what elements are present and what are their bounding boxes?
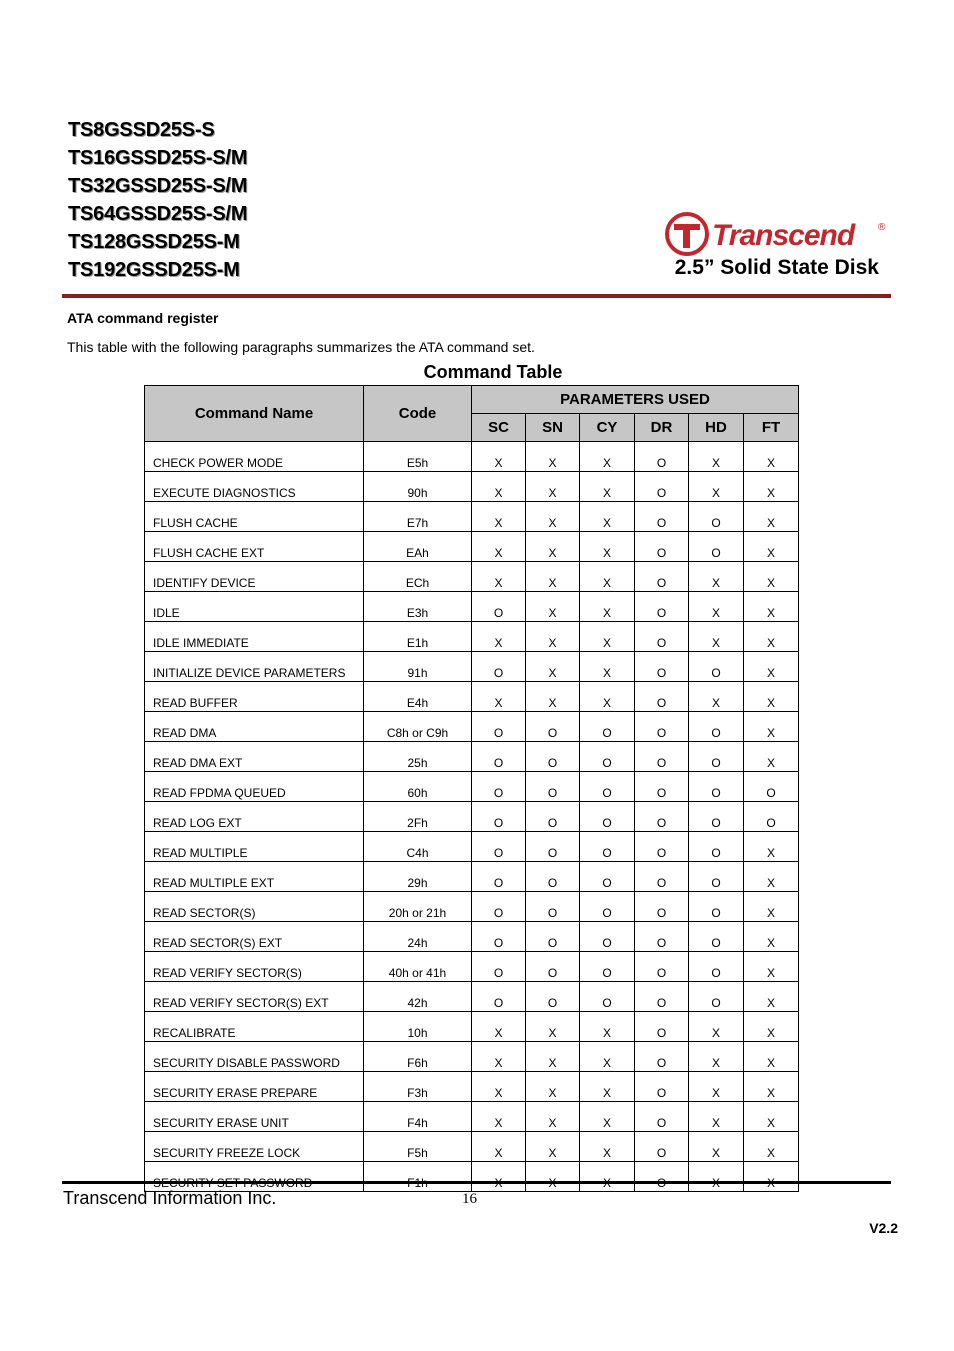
- table-row: [145, 712, 799, 742]
- param-cell: O: [526, 802, 580, 832]
- param-cell: O: [472, 742, 526, 772]
- header-param: FT: [744, 414, 799, 442]
- command-name-cell: FLUSH CACHE EXT: [145, 532, 364, 562]
- logo-mark-icon: [667, 214, 707, 254]
- code-cell: E5h: [364, 442, 472, 472]
- model-name: TS16GSSD25S-S/M: [68, 147, 248, 169]
- code-cell: [364, 1162, 472, 1192]
- command-name-cell: CHECK POWER MODE: [145, 442, 364, 472]
- param-cell: X: [526, 502, 580, 532]
- document-version: V2.2: [869, 1220, 898, 1236]
- model-name: TS8GSSD25S-S: [68, 119, 215, 141]
- param-cell: O: [635, 1042, 689, 1072]
- command-name-cell: READ MULTIPLE EXT: [145, 862, 364, 892]
- table-row: [145, 682, 799, 712]
- command-name-cell: READ SECTOR(S): [145, 892, 364, 922]
- code-cell: 90h: [364, 472, 472, 502]
- code-cell: E3h: [364, 592, 472, 622]
- param-cell: O: [526, 922, 580, 952]
- param-cell: X: [744, 1072, 799, 1102]
- param-cell: O: [635, 862, 689, 892]
- param-cell: X: [526, 472, 580, 502]
- param-cell: O: [689, 742, 744, 772]
- code-cell: 24h: [364, 922, 472, 952]
- param-cell: O: [635, 1072, 689, 1102]
- param-cell: X: [744, 892, 799, 922]
- command-name-cell: RECALIBRATE: [145, 1012, 364, 1042]
- table-row: [145, 502, 799, 532]
- code-cell: C8h or C9h: [364, 712, 472, 742]
- param-cell: X: [744, 502, 799, 532]
- param-cell: O: [689, 982, 744, 1012]
- footer-divider: [62, 1181, 891, 1184]
- param-cell: O: [472, 952, 526, 982]
- param-cell: X: [689, 562, 744, 592]
- param-cell: O: [635, 532, 689, 562]
- param-cell: O: [635, 472, 689, 502]
- code-cell: E4h: [364, 682, 472, 712]
- command-name-cell: READ BUFFER: [145, 682, 364, 712]
- param-cell: X: [744, 562, 799, 592]
- param-cell: O: [689, 832, 744, 862]
- table-row: [145, 1132, 799, 1162]
- param-cell: X: [580, 682, 635, 712]
- command-name-cell: FLUSH CACHE: [145, 502, 364, 532]
- table-row: [145, 1162, 799, 1192]
- param-cell: O: [580, 712, 635, 742]
- param-cell: X: [580, 1012, 635, 1042]
- table-row: [145, 1102, 799, 1132]
- param-cell: X: [744, 652, 799, 682]
- param-cell: X: [580, 502, 635, 532]
- param-cell: [689, 1162, 744, 1192]
- table-row: [145, 1072, 799, 1102]
- code-cell: E7h: [364, 502, 472, 532]
- param-cell: X: [472, 622, 526, 652]
- param-cell: X: [580, 622, 635, 652]
- table-row: [145, 832, 799, 862]
- param-cell: O: [472, 712, 526, 742]
- param-cell: X: [472, 502, 526, 532]
- section-title: ATA command register: [67, 310, 219, 326]
- param-cell: X: [526, 1012, 580, 1042]
- code-cell: F4h: [364, 1102, 472, 1132]
- param-cell: [635, 1162, 689, 1192]
- model-list: [68, 116, 247, 284]
- command-name-cell: EXECUTE DIAGNOSTICS: [145, 472, 364, 502]
- header-command-name: Command Name: [145, 386, 364, 442]
- command-name-cell: IDLE: [145, 592, 364, 622]
- brand-wordmark: Transcend: [712, 219, 855, 252]
- param-cell: O: [526, 892, 580, 922]
- param-cell: O: [689, 532, 744, 562]
- param-cell: O: [526, 712, 580, 742]
- param-cell: X: [526, 1102, 580, 1132]
- param-cell: X: [689, 1102, 744, 1132]
- param-cell: O: [635, 622, 689, 652]
- param-cell: O: [580, 772, 635, 802]
- command-name-cell: IDENTIFY DEVICE: [145, 562, 364, 592]
- param-cell: X: [580, 442, 635, 472]
- param-cell: O: [635, 712, 689, 742]
- param-cell: O: [635, 1132, 689, 1162]
- param-cell: X: [744, 952, 799, 982]
- code-cell: F3h: [364, 1072, 472, 1102]
- param-cell: O: [580, 742, 635, 772]
- param-cell: O: [635, 742, 689, 772]
- param-cell: X: [472, 562, 526, 592]
- param-cell: O: [689, 652, 744, 682]
- param-cell: X: [472, 1042, 526, 1072]
- param-cell: O: [635, 982, 689, 1012]
- command-name-cell: [145, 1162, 364, 1192]
- param-cell: O: [744, 772, 799, 802]
- param-cell: O: [526, 862, 580, 892]
- param-cell: O: [472, 832, 526, 862]
- table-row: [145, 472, 799, 502]
- param-cell: [472, 1162, 526, 1192]
- param-cell: X: [689, 1132, 744, 1162]
- page-number: 16: [462, 1191, 477, 1207]
- param-cell: O: [689, 712, 744, 742]
- code-cell: 10h: [364, 1012, 472, 1042]
- param-cell: X: [472, 532, 526, 562]
- param-cell: [580, 1162, 635, 1192]
- code-cell: E1h: [364, 622, 472, 652]
- param-cell: X: [580, 652, 635, 682]
- param-cell: X: [580, 592, 635, 622]
- param-cell: X: [744, 592, 799, 622]
- param-cell: X: [580, 562, 635, 592]
- param-cell: O: [472, 652, 526, 682]
- param-cell: X: [526, 1132, 580, 1162]
- param-cell: O: [635, 802, 689, 832]
- param-cell: O: [635, 502, 689, 532]
- param-cell: X: [689, 472, 744, 502]
- param-cell: O: [689, 892, 744, 922]
- param-cell: X: [744, 982, 799, 1012]
- param-cell: O: [635, 652, 689, 682]
- param-cell: X: [472, 1102, 526, 1132]
- param-cell: X: [526, 652, 580, 682]
- param-cell: X: [526, 532, 580, 562]
- code-cell: 25h: [364, 742, 472, 772]
- header-param: DR: [635, 414, 689, 442]
- param-cell: X: [744, 682, 799, 712]
- param-cell: O: [689, 772, 744, 802]
- param-cell: X: [744, 922, 799, 952]
- param-cell: X: [580, 532, 635, 562]
- param-cell: X: [472, 1072, 526, 1102]
- table-row: [145, 532, 799, 562]
- header-code: Code: [364, 386, 472, 442]
- param-cell: O: [580, 892, 635, 922]
- param-cell: O: [635, 772, 689, 802]
- table-row: [145, 952, 799, 982]
- command-name-cell: READ MULTIPLE: [145, 832, 364, 862]
- param-cell: X: [526, 562, 580, 592]
- header-param: CY: [580, 414, 635, 442]
- param-cell: X: [744, 442, 799, 472]
- model-name: TS192GSSD25S-M: [68, 259, 240, 281]
- param-cell: O: [689, 862, 744, 892]
- param-cell: O: [635, 832, 689, 862]
- param-cell: O: [472, 772, 526, 802]
- code-cell: 40h or 41h: [364, 952, 472, 982]
- header-param: SC: [472, 414, 526, 442]
- param-cell: O: [635, 952, 689, 982]
- param-cell: O: [580, 922, 635, 952]
- param-cell: X: [744, 862, 799, 892]
- code-cell: F6h: [364, 1042, 472, 1072]
- param-cell: X: [689, 592, 744, 622]
- table-row: [145, 772, 799, 802]
- param-cell: X: [689, 1072, 744, 1102]
- code-cell: F5h: [364, 1132, 472, 1162]
- param-cell: X: [526, 442, 580, 472]
- command-name-cell: SECURITY DISABLE PASSWORD: [145, 1042, 364, 1072]
- param-cell: O: [526, 982, 580, 1012]
- param-cell: O: [635, 562, 689, 592]
- intro-paragraph: This table with the following paragraphs summarizes the ATA command set.: [67, 339, 535, 355]
- table-row: [145, 1042, 799, 1072]
- param-cell: X: [689, 622, 744, 652]
- model-name: TS128GSSD25S-M: [68, 231, 240, 253]
- command-name-cell: READ VERIFY SECTOR(S): [145, 952, 364, 982]
- param-cell: X: [744, 1102, 799, 1132]
- table-row: [145, 652, 799, 682]
- table-row: [145, 442, 799, 472]
- command-name-cell: IDLE IMMEDIATE: [145, 622, 364, 652]
- param-cell: X: [580, 1102, 635, 1132]
- code-cell: 60h: [364, 772, 472, 802]
- transcend-logo: [664, 210, 890, 256]
- code-cell: 20h or 21h: [364, 892, 472, 922]
- command-name-cell: SECURITY ERASE PREPARE: [145, 1072, 364, 1102]
- param-cell: O: [472, 922, 526, 952]
- param-cell: X: [472, 682, 526, 712]
- table-title: Command Table: [423, 362, 563, 382]
- table-row: [145, 802, 799, 832]
- command-name-cell: READ DMA: [145, 712, 364, 742]
- table-row: [145, 562, 799, 592]
- command-name-cell: READ DMA EXT: [145, 742, 364, 772]
- code-cell: 29h: [364, 862, 472, 892]
- param-cell: O: [472, 862, 526, 892]
- param-cell: O: [635, 592, 689, 622]
- param-cell: O: [635, 922, 689, 952]
- param-cell: X: [744, 1132, 799, 1162]
- command-name-cell: READ VERIFY SECTOR(S) EXT: [145, 982, 364, 1012]
- company-name: Transcend Information Inc.: [63, 1188, 277, 1208]
- param-cell: X: [744, 472, 799, 502]
- param-cell: O: [689, 502, 744, 532]
- code-cell: 2Fh: [364, 802, 472, 832]
- param-cell: X: [526, 622, 580, 652]
- table-row: [145, 622, 799, 652]
- param-cell: X: [689, 682, 744, 712]
- param-cell: X: [472, 1132, 526, 1162]
- command-name-cell: SECURITY ERASE UNIT: [145, 1102, 364, 1132]
- command-name-cell: READ SECTOR(S) EXT: [145, 922, 364, 952]
- header-parameters-used: PARAMETERS USED: [472, 386, 799, 414]
- param-cell: O: [472, 592, 526, 622]
- header-divider: [62, 294, 891, 298]
- code-cell: ECh: [364, 562, 472, 592]
- param-cell: X: [689, 1012, 744, 1042]
- param-cell: O: [744, 802, 799, 832]
- param-cell: X: [526, 592, 580, 622]
- param-cell: O: [580, 862, 635, 892]
- param-cell: O: [635, 1012, 689, 1042]
- param-cell: X: [744, 712, 799, 742]
- param-cell: O: [472, 892, 526, 922]
- code-cell: 91h: [364, 652, 472, 682]
- table-row: [145, 862, 799, 892]
- param-cell: X: [472, 442, 526, 472]
- model-name: TS32GSSD25S-S/M: [68, 175, 248, 197]
- param-cell: O: [689, 952, 744, 982]
- code-cell: EAh: [364, 532, 472, 562]
- param-cell: X: [472, 1012, 526, 1042]
- header-param: HD: [689, 414, 744, 442]
- param-cell: X: [580, 472, 635, 502]
- param-cell: O: [635, 892, 689, 922]
- param-cell: X: [526, 1072, 580, 1102]
- command-table-body: [145, 442, 799, 1192]
- param-cell: X: [744, 832, 799, 862]
- param-cell: X: [689, 442, 744, 472]
- command-name-cell: READ LOG EXT: [145, 802, 364, 832]
- table-row: [145, 1012, 799, 1042]
- param-cell: O: [689, 802, 744, 832]
- param-cell: O: [635, 442, 689, 472]
- param-cell: X: [689, 1042, 744, 1072]
- param-cell: O: [580, 982, 635, 1012]
- code-cell: C4h: [364, 832, 472, 862]
- param-cell: O: [635, 1102, 689, 1132]
- param-cell: X: [580, 1132, 635, 1162]
- table-row: [145, 892, 799, 922]
- param-cell: X: [744, 1042, 799, 1072]
- param-cell: [744, 1162, 799, 1192]
- command-table: [144, 385, 799, 1192]
- model-name: TS64GSSD25S-S/M: [68, 203, 248, 225]
- param-cell: X: [744, 622, 799, 652]
- param-cell: X: [744, 742, 799, 772]
- table-row: [145, 592, 799, 622]
- param-cell: O: [580, 832, 635, 862]
- command-name-cell: READ FPDMA QUEUED: [145, 772, 364, 802]
- header-param: SN: [526, 414, 580, 442]
- command-name-cell: SECURITY FREEZE LOCK: [145, 1132, 364, 1162]
- param-cell: O: [526, 952, 580, 982]
- table-row: [145, 742, 799, 772]
- param-cell: X: [744, 1012, 799, 1042]
- table-row: [145, 982, 799, 1012]
- param-cell: O: [526, 772, 580, 802]
- param-cell: O: [472, 802, 526, 832]
- param-cell: X: [744, 532, 799, 562]
- param-cell: X: [580, 1042, 635, 1072]
- param-cell: O: [635, 682, 689, 712]
- param-cell: O: [526, 742, 580, 772]
- param-cell: X: [580, 1072, 635, 1102]
- param-cell: O: [689, 922, 744, 952]
- param-cell: O: [472, 982, 526, 1012]
- param-cell: X: [472, 472, 526, 502]
- param-cell: X: [526, 682, 580, 712]
- registered-mark: ®: [878, 222, 886, 233]
- param-cell: O: [580, 802, 635, 832]
- param-cell: [526, 1162, 580, 1192]
- param-cell: X: [526, 1042, 580, 1072]
- table-row: [145, 922, 799, 952]
- param-cell: O: [580, 952, 635, 982]
- code-cell: 42h: [364, 982, 472, 1012]
- param-cell: O: [526, 832, 580, 862]
- product-subtitle: 2.5” Solid State Disk: [674, 256, 879, 279]
- command-name-cell: INITIALIZE DEVICE PARAMETERS: [145, 652, 364, 682]
